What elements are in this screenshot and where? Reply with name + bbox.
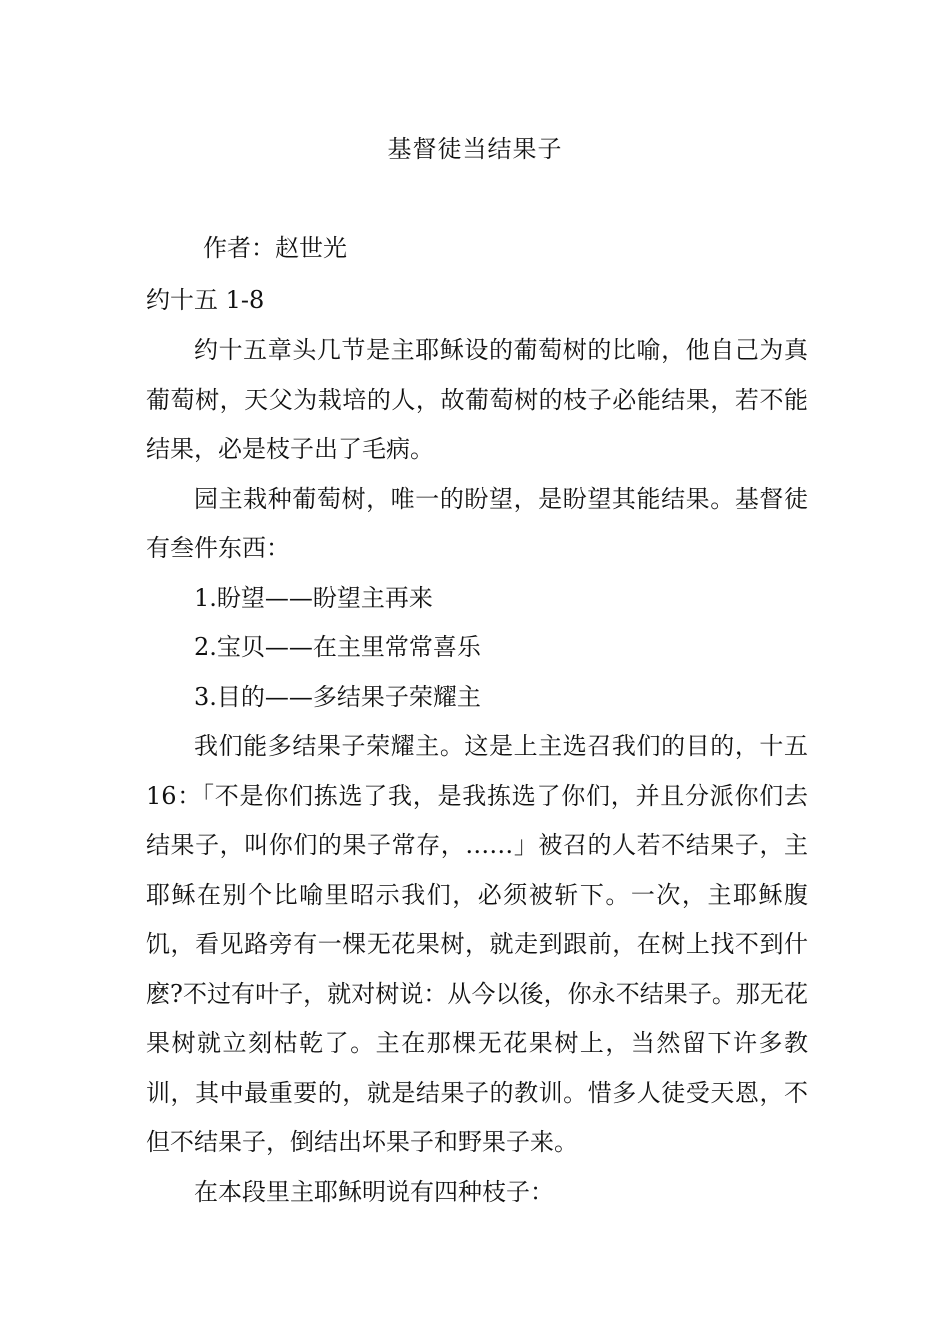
list-item: 2.宝贝——在主里常常喜乐 bbox=[194, 633, 481, 661]
paragraph: 在本段里主耶稣明说有四种枝子： bbox=[194, 1177, 554, 1206]
list-item: 3.目的——多结果子荣耀主 bbox=[194, 682, 481, 711]
scripture-reference: 约十五 1-8 bbox=[146, 286, 265, 314]
document-title: 基督徒当结果子 bbox=[387, 135, 563, 163]
paragraph: 园主栽种葡萄树，唯一的盼望，是盼望其能结果。基督徒有叁件东西： bbox=[146, 484, 808, 562]
list-item: 1.盼望——盼望主再来 bbox=[194, 583, 433, 612]
author-line: 作者：赵世光 bbox=[203, 234, 347, 262]
document-body bbox=[146, 326, 808, 1217]
paragraph: 我们能多结果子荣耀主。这是上主选召我们的目的，十五 16：「不是你们拣选了我，是我拣选了你们，并且分派你们去结果子，叫你们的果子常存，……」被召的人若不结果子，主耶稣在别个比喻里昭示我们，必须被斩下。一次，主耶稣腹饥，看见路旁有一棵无花果树，就走到跟前，在树上找不到什麽?不过有叶子，就对树说：从今以後，你永不结果子。那无花果树就立刻枯乾了。主在那棵无花果树上，当然留下许多教训，其中最重要的，就是结果子的教训。惜多人徒受天恩，不但不结果子，倒结出坏果子和野果子来。 bbox=[146, 732, 808, 1156]
paragraph: 约十五章头几节是主耶稣设的葡萄树的比喻，他自己为真葡萄树，天父为栽培的人，故葡萄树的枝子必能结果，若不能结果，必是枝子出了毛病。 bbox=[146, 336, 808, 463]
